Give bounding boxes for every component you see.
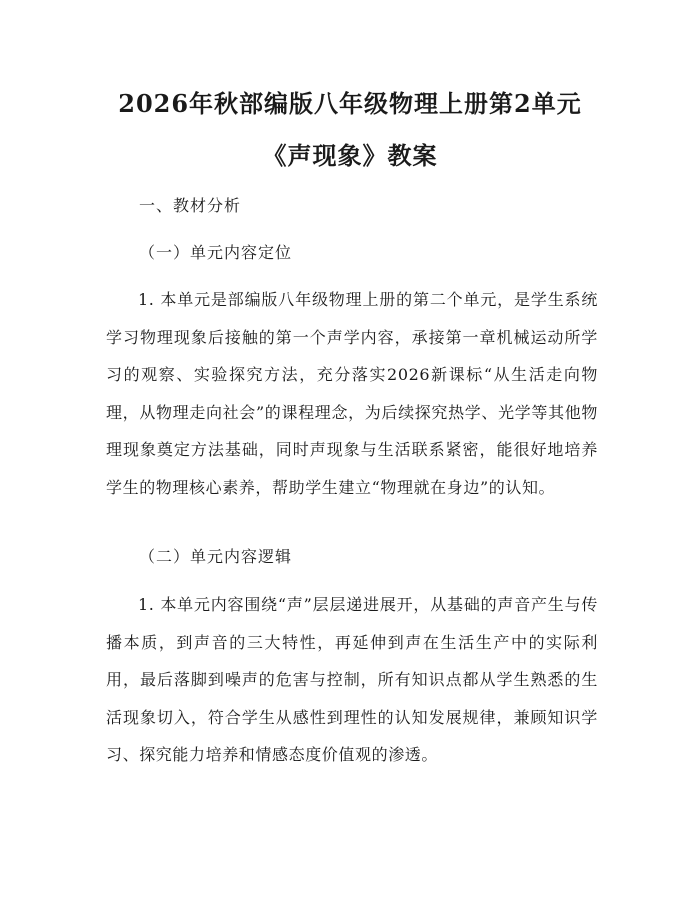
paragraph-unit-logic: 1. 本单元内容围绕“声”层层递进展开，从基础的声音产生与传播本质，到声音的三大特性，再延伸到声在生活生产中的实际利用，最后落脚到噪声的危害与控制，所有知识点都从学生熟悉的生活现象切入，符合学生从感性到理性的认知发展规律，兼顾知识学习、探究能力培养和情感态度价值观的渗透。 [106, 595, 598, 765]
subsection-heading-unit-logic: （二）单元内容逻辑 [139, 547, 293, 566]
section-heading-textbook-analysis: 一、教材分析 [139, 196, 242, 215]
paragraph-unit-positioning: 1. 本单元是部编版八年级物理上册的第二个单元，是学生系统学习物理现象后接触的第一个声学内容，承接第一章机械运动所学习的观察、实验探究方法，充分落实2026新课标“从生活走向物理，从物理走向社会”的课程理念，为后续探究热学、光学等其他物理现象奠定方法基础，同时声现象与生活联系紧密，能很好地培养学生的物理核心素养，帮助学生建立“物理就在身边”的认知。 [106, 290, 598, 497]
subsection-heading-unit-positioning: （一）单元内容定位 [139, 243, 293, 262]
document-title-line1: 2026年秋部编版八年级物理上册第2单元 [118, 89, 582, 118]
document-title-line2: 《声现象》教案 [262, 141, 438, 170]
